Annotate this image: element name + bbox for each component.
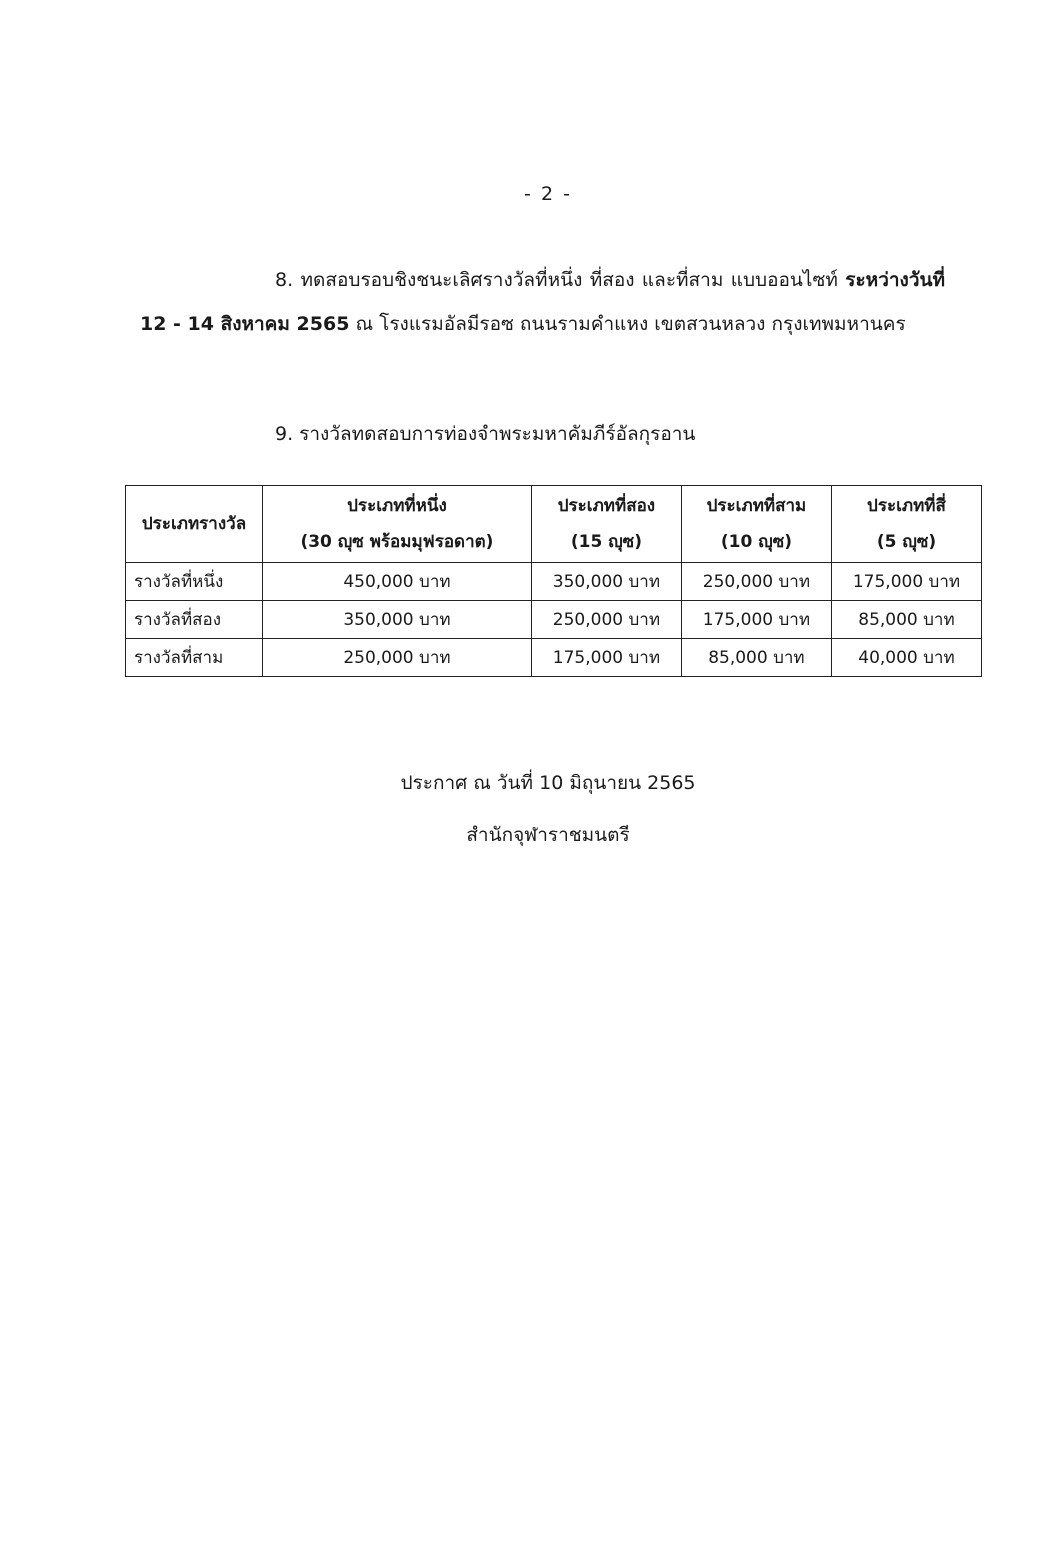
category-subtitle: (10 ญุซ) (720, 532, 792, 552)
table-header-category-4 (831, 486, 981, 563)
prize-table (125, 485, 982, 677)
table-cell: 85,000 บาท (831, 601, 981, 639)
category-subtitle: (15 ญุซ) (570, 532, 642, 552)
category-title: ประเภทที่สอง (557, 496, 656, 516)
row-label: รางวัลที่สาม (126, 639, 263, 677)
row-label: รางวัลที่สอง (126, 601, 263, 639)
table-cell: 175,000 บาท (681, 601, 831, 639)
table-header-category-1 (263, 486, 532, 563)
table-row (126, 639, 982, 677)
item-8-text-end: ณ โรงแรมอัลมีรอซ ถนนรามคำแหง เขตสวนหลวง กรุงเทพมหานคร (349, 313, 906, 335)
announcement-office: สำนักจุฬาราชมนตรี (466, 824, 630, 846)
table-cell: 350,000 บาท (531, 563, 681, 601)
table-cell: 250,000 บาท (263, 639, 532, 677)
category-title: ประเภทที่หนึ่ง (347, 496, 447, 516)
table-cell: 450,000 บาท (263, 563, 532, 601)
item-8-text-start: 8. ทดสอบรอบชิงชนะเลิศรางวัลที่หนึ่ง ที่สอง และที่สาม แบบออนไซท์ (275, 269, 846, 291)
table-row (126, 601, 982, 639)
table-cell: 250,000 บาท (681, 563, 831, 601)
table-row (126, 563, 982, 601)
category-title: ประเภทที่สี่ (867, 496, 946, 516)
table-header-row (126, 486, 982, 563)
category-subtitle: (5 ญุซ) (876, 532, 937, 552)
table-header-category-2 (531, 486, 681, 563)
table-cell: 175,000 บาท (831, 563, 981, 601)
table-cell: 40,000 บาท (831, 639, 981, 677)
table-header-category-3 (681, 486, 831, 563)
table-cell: 175,000 บาท (531, 639, 681, 677)
item-8-date-range: ระหว่างวันที่ 12 - 14 สิงหาคม 2565 (140, 269, 945, 335)
table-cell: 350,000 บาท (263, 601, 532, 639)
page-number: - 2 - (524, 183, 572, 205)
table-cell: 250,000 บาท (531, 601, 681, 639)
table-header-prize-type: ประเภทรางวัล (126, 486, 263, 563)
item-8-paragraph (140, 258, 945, 346)
announcement-date: ประกาศ ณ วันที่ 10 มิถุนายน 2565 (400, 772, 696, 794)
category-subtitle: (30 ญุซ พร้อมมุฟรอดาต) (300, 532, 494, 552)
item-9-paragraph: 9. รางวัลทดสอบการท่องจำพระมหาคัมภีร์อัลกุรอาน (275, 423, 696, 445)
table-cell: 85,000 บาท (681, 639, 831, 677)
row-label: รางวัลที่หนึ่ง (126, 563, 263, 601)
category-title: ประเภทที่สาม (706, 496, 807, 516)
